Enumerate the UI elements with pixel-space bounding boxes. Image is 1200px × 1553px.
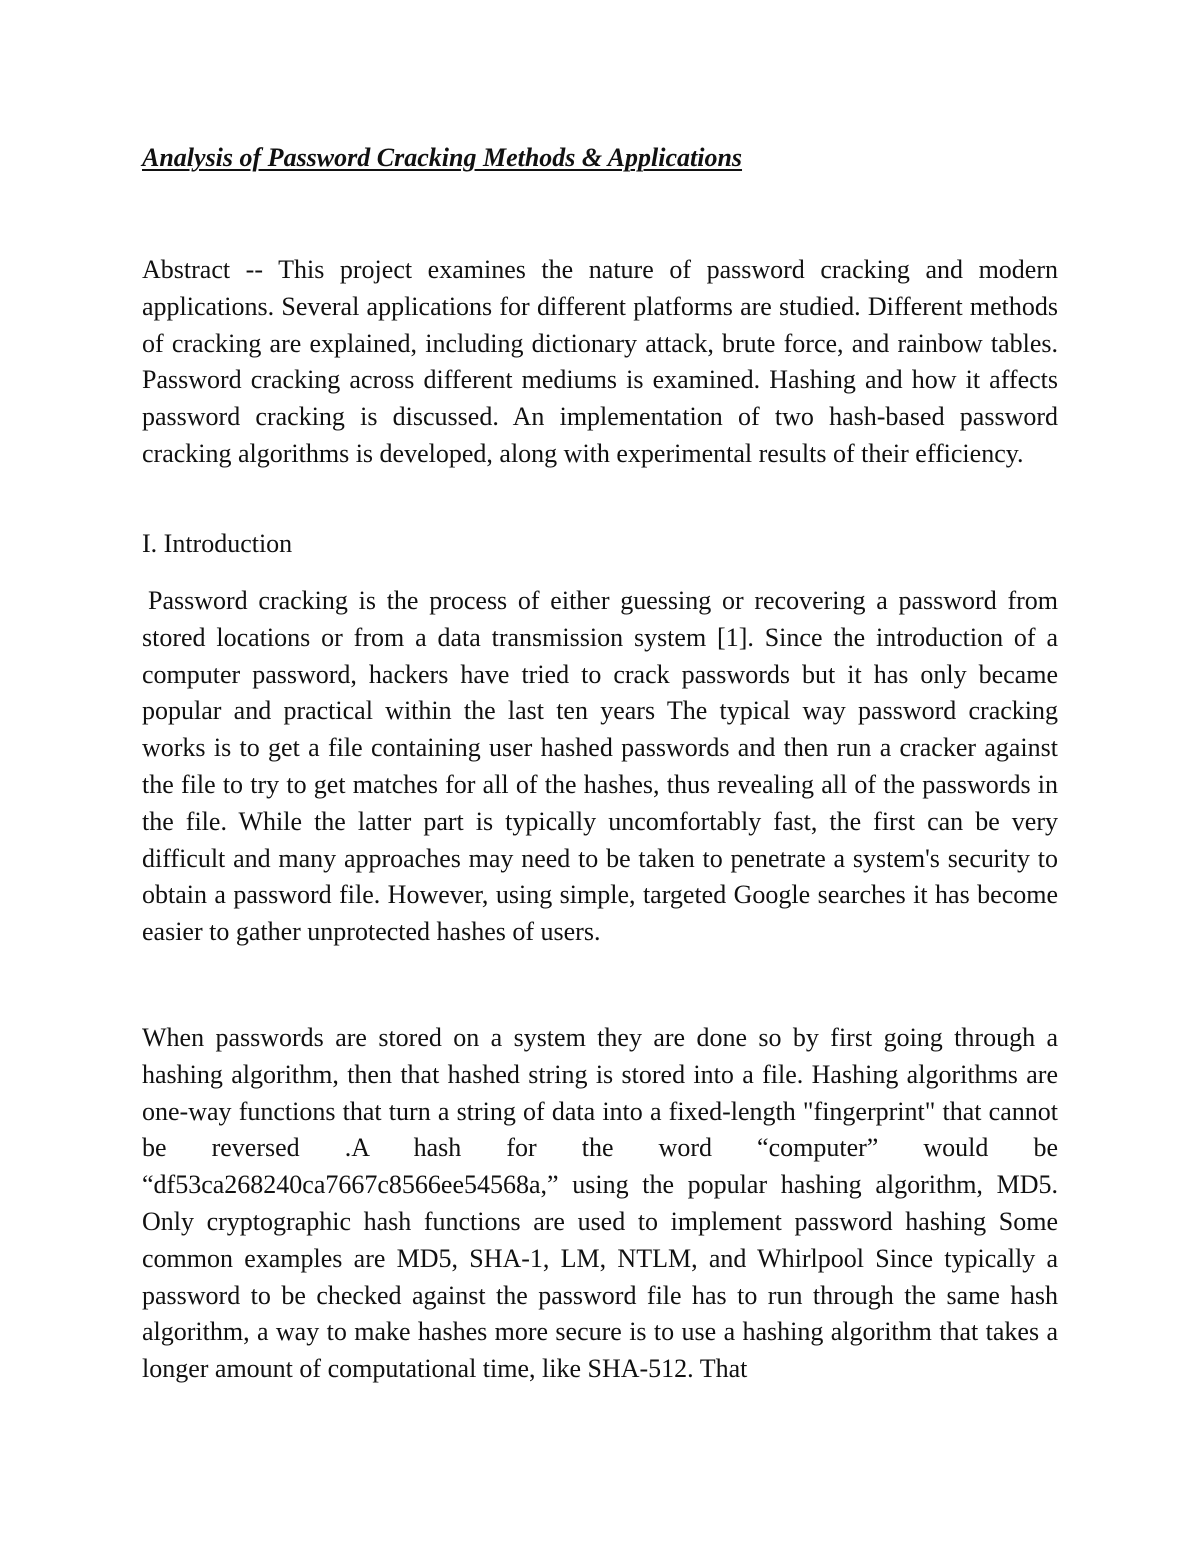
abstract-paragraph: Abstract -- This project examines the nature of password cracking and modern applications. Several applications for different platforms are studied. Different methods of cracking are explained, including dictionary attack, brute force, and rainbow tables. Password cracking across different mediums is examined. Hashing and how it affects password cracking is discussed. An implementation of two hash-based password cracking algorithms is developed, along with experimental results of their efficiency.	[142, 255, 1058, 468]
section-heading-introduction: I. Introduction	[142, 529, 293, 558]
document-title: Analysis of Password Cracking Methods & Applications	[142, 143, 743, 172]
introduction-paragraph: Password cracking is the process of either guessing or recovering a password from stored locations or from a data transmission system [1]. Since the introduction of a computer password, hackers have tried to crack passwords but it has only became popular and practical within the last ten years The typical way password cracking works is to get a file containing user hashed passwords and then run a cracker against the file to try to get matches for all of the hashes, thus revealing all of the passwords in the file. While the latter part is typically uncomfortably fast, the first can be very difficult and many approaches may need to be taken to penetrate a system's security to obtain a password file. However, using simple, targeted Google searches it has become easier to gather unprotected hashes of users.	[142, 586, 1058, 947]
hashing-paragraph: When passwords are stored on a system they are done so by first going through a hashing algorithm, then that hashed string is stored into a file. Hashing algorithms are one-way functions that turn a string of data into a fixed-length "fingerprint" that cannot be reversed .A hash for the word “computer” would be “df53ca268240ca7667c8566ee54568a,” using the popular hashing algorithm, MD5. Only cryptographic hash functions are used to implement password hashing Some common examples are MD5, SHA-1, LM, NTLM, and Whirlpool Since typically a password to be checked against the password file has to run through the same hash algorithm, a way to make hashes more secure is to use a hashing algorithm that takes a longer amount of computational time, like SHA-512. That	[142, 1023, 1058, 1384]
